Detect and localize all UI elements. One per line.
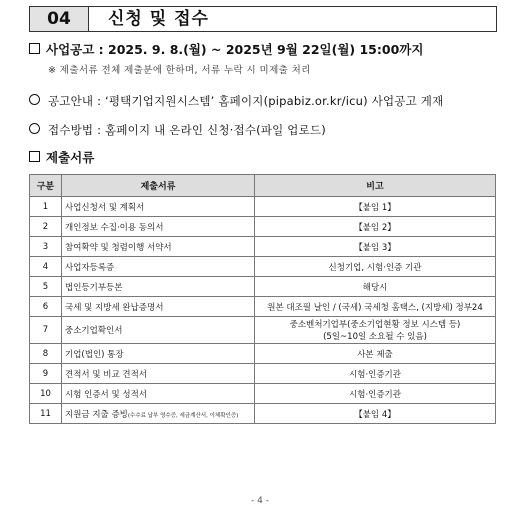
table-row — [30, 297, 496, 317]
section-number: 04 — [30, 7, 89, 31]
notice-line — [29, 40, 423, 58]
checkbox-square-icon — [29, 151, 40, 162]
document-name: 중소기업확인서 — [62, 317, 255, 344]
row-number: 5 — [30, 277, 62, 297]
remark: 시험·인증기관 — [255, 384, 496, 404]
remark: 시험·인증기관 — [255, 364, 496, 384]
row-number: 2 — [30, 217, 62, 237]
remark: 【붙임 2】 — [255, 217, 496, 237]
table-row — [30, 317, 496, 344]
guide-text: 공고안내 : ‘평택기업지원시스템’ 홈페이지(pipabiz.or.kr/icu) 사업공고 게재 — [48, 94, 444, 108]
remark: 원본 대조필 날인 / (국세) 국세청 홈택스, (지방세) 정부24 — [255, 297, 496, 317]
document-name: 견적서 및 비교 견적서 — [62, 364, 255, 384]
remark: 사본 제출 — [255, 344, 496, 364]
header-documents: 제출서류 — [62, 175, 255, 197]
remark: 【붙임 4】 — [255, 404, 496, 424]
submission-note: ※ 제출서류 전체 제출분에 한하며, 서류 누락 시 미제출 처리 — [48, 65, 311, 76]
table-header-row — [30, 175, 496, 197]
row-number: 9 — [30, 364, 62, 384]
row-number: 3 — [30, 237, 62, 257]
method-line — [29, 122, 326, 138]
notice-text: 사업공고 : 2025. 9. 8.(월) ~ 2025년 9월 22일(월) 15:00까지 — [46, 42, 424, 57]
remark: 해당시 — [255, 277, 496, 297]
checkbox-square-icon — [29, 43, 40, 54]
table-row — [30, 277, 496, 297]
row-number: 8 — [30, 344, 62, 364]
document-name: 지원금 지출 증빙(수수료 납부 영수증, 세금계산서, 이체확인증) — [62, 404, 255, 424]
document-name: 기업(법인) 통장 — [62, 344, 255, 364]
docs-heading: 제출서류 — [46, 150, 95, 165]
remark: 중소벤처기업부(중소기업현황 정보 시스템 등) (5일~10일 소요될 수 있음) — [255, 317, 496, 344]
section-header — [29, 6, 497, 32]
remark-detail: (5일~10일 소요될 수 있음) — [323, 332, 427, 342]
table-row — [30, 257, 496, 277]
table-row — [30, 344, 496, 364]
page-number: - 4 - — [251, 496, 269, 506]
row-number: 7 — [30, 317, 62, 344]
document-name: 국세 및 지방세 완납증명서 — [62, 297, 255, 317]
row-number: 4 — [30, 257, 62, 277]
table-row — [30, 364, 496, 384]
document-name: 참여확약 및 청렴이행 서약서 — [62, 237, 255, 257]
document-name: 사업신청서 및 계획서 — [62, 197, 255, 217]
header-category: 구분 — [30, 175, 62, 197]
remark: 【붙임 1】 — [255, 197, 496, 217]
table-row — [30, 237, 496, 257]
row-number: 6 — [30, 297, 62, 317]
table-row — [30, 197, 496, 217]
section-title: 신청 및 접수 — [108, 9, 209, 29]
row-number: 10 — [30, 384, 62, 404]
docs-heading-line — [29, 148, 94, 166]
table-row — [30, 404, 496, 424]
document-detail: (수수료 납부 영수증, 세금계산서, 이체확인증) — [127, 412, 239, 419]
document-name: 사업자등록증 — [62, 257, 255, 277]
remark: 【붙임 3】 — [255, 237, 496, 257]
header-remarks: 비고 — [255, 175, 496, 197]
row-number: 1 — [30, 197, 62, 217]
table-row — [30, 384, 496, 404]
document-name: 법인등기부등본 — [62, 277, 255, 297]
circle-bullet-icon — [29, 94, 40, 105]
documents-table — [29, 174, 496, 424]
document-name: 개인정보 수집·이용 동의서 — [62, 217, 255, 237]
document-name: 시험 인증서 및 성적서 — [62, 384, 255, 404]
circle-bullet-icon — [29, 123, 40, 134]
guide-line — [29, 93, 443, 109]
table-row — [30, 217, 496, 237]
method-text: 접수방법 : 홈페이지 내 온라인 신청·접수(파일 업로드) — [48, 123, 326, 137]
remark: 신청기업, 시험·인증 기관 — [255, 257, 496, 277]
row-number: 11 — [30, 404, 62, 424]
